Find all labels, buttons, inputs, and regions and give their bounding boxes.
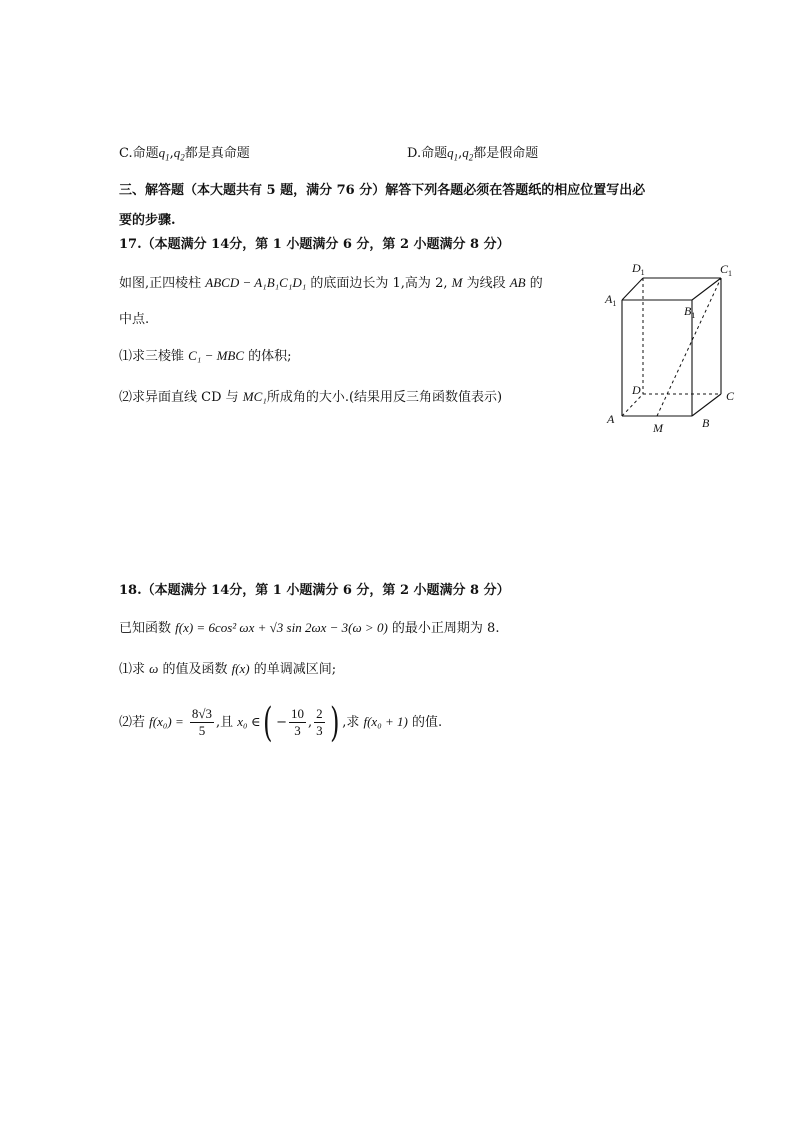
- segment-mc1: MC₁: [242, 389, 267, 404]
- left-paren: (: [263, 699, 273, 746]
- label-a1: $A_1$: [605, 292, 617, 308]
- q18-part1-text: ⑴求: [119, 662, 150, 677]
- q17-part2: [119, 387, 502, 408]
- fraction-10-over-3: $\frac{10}{3}$: [290, 706, 304, 738]
- label-m: M: [653, 421, 663, 435]
- option-d-suffix: 都是假命题: [473, 146, 539, 161]
- q17-intro-text: 的: [525, 276, 543, 291]
- q17-part2-text: ⑵求异面直线 CD 与: [119, 390, 243, 405]
- comma: ,: [307, 715, 313, 730]
- f-of-x0-plus-1: f(x₀ + 1): [363, 714, 408, 729]
- f-of-x0: f(x₀) =: [149, 714, 184, 729]
- q18-part2-text: ⑵若: [119, 715, 150, 730]
- q1-symbol: $q_1$: [158, 145, 170, 163]
- prism-figure: [600, 258, 750, 438]
- q18-intro-text: 已知函数: [119, 621, 176, 636]
- fraction-8sqrt3-over-5: $\frac{8√3}{5}$: [191, 706, 213, 738]
- q17-intro-text: 为线段: [462, 276, 510, 291]
- label-d: D: [632, 383, 641, 397]
- q18-part2-text: ,求: [342, 715, 364, 730]
- option-c: [119, 143, 250, 168]
- option-d-prefix: D.命题: [407, 146, 448, 161]
- q18-part1-text: 的值及函数: [158, 662, 232, 677]
- label-d1: $D_1$: [632, 261, 645, 277]
- segment-mc1-line: [657, 278, 721, 416]
- x0-in: x₀ ∈: [237, 714, 261, 729]
- option-c-suffix: 都是真命题: [184, 146, 250, 161]
- minus-sign: −: [276, 715, 287, 730]
- q17-intro-text: 如图,正四棱柱: [119, 276, 206, 291]
- segment-ab: AB: [509, 275, 526, 290]
- fraction-2-over-3: $\frac{2}{3}$: [316, 706, 323, 738]
- q18-intro-text: 的最小正周期为 8.: [387, 621, 500, 636]
- q17-intro-text: 的底面边长为 1,高为 2,: [306, 276, 452, 291]
- section3-heading-line2: 要的步骤.: [119, 213, 176, 228]
- edge-bc: [692, 394, 721, 416]
- label-b1: $B_1$: [684, 304, 696, 320]
- section3-heading-line1: 三、解答题（本大题共有 5 题，满分 76 分）解答下列各题必须在答题纸的相应位置写出必: [119, 183, 646, 198]
- omega-symbol: ω: [149, 661, 159, 676]
- q17-part1-text: ⑴求三棱锥: [119, 349, 189, 364]
- q17-header: 17.（本题满分 14分，第 1 小题满分 6 分，第 2 小题满分 8 分）: [119, 237, 510, 252]
- label-b: B: [702, 416, 710, 430]
- function-definition: f(x) = 6cos² ωx + √3 sin 2ωx − 3(ω > 0): [175, 620, 388, 635]
- q2-symbol: $q_2$: [462, 145, 474, 163]
- edge-ad: [622, 394, 643, 416]
- right-paren: ): [329, 699, 340, 746]
- label-c1: $C_1$: [720, 262, 733, 278]
- q18-part2-text: ,且: [216, 715, 238, 730]
- prism-name: ABCD − A₁B₁C₁D₁: [205, 275, 307, 290]
- q17-part1: [119, 346, 292, 367]
- label-c: C: [726, 389, 735, 403]
- edge-b1c1: [692, 278, 721, 300]
- edge-a1d1: [622, 278, 643, 300]
- comma: ,: [169, 146, 174, 161]
- q1-symbol: $q_1$: [447, 145, 459, 163]
- point-m: M: [451, 275, 463, 290]
- label-a: A: [607, 412, 615, 426]
- q2-symbol: $q_2$: [173, 145, 185, 163]
- q18-part1: [119, 659, 336, 680]
- q17-intro: [119, 273, 543, 294]
- pyramid-name: C₁ − MBC: [188, 348, 245, 363]
- function-fx: f(x): [231, 661, 250, 676]
- q18-part1-text: 的单调减区间;: [249, 662, 337, 677]
- q18-part2: [119, 700, 442, 745]
- q17-part2-text: 所成角的大小.(结果用反三角函数值表示): [266, 390, 503, 405]
- q18-intro: [119, 618, 499, 639]
- option-d: [407, 143, 538, 168]
- q17-part1-text: 的体积;: [244, 349, 292, 364]
- q18-header: 18.（本题满分 14分，第 1 小题满分 6 分，第 2 小题满分 8 分）: [119, 583, 510, 598]
- q18-part2-text: 的值.: [407, 715, 443, 730]
- option-c-prefix: C.命题: [119, 146, 159, 161]
- q17-intro-line2: 中点.: [119, 312, 150, 327]
- comma: ,: [458, 146, 463, 161]
